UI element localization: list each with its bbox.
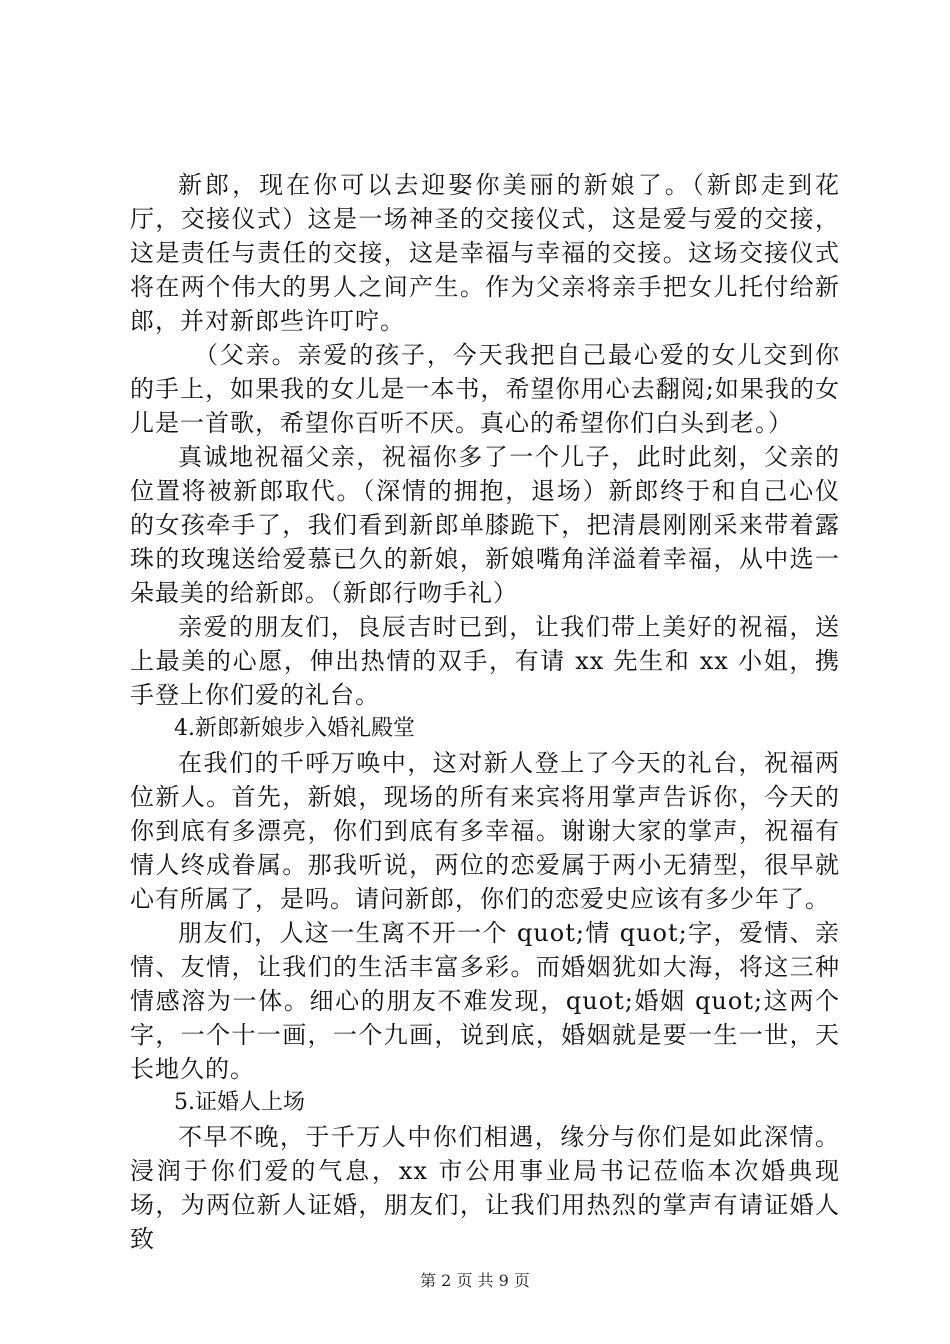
section-heading-4: 4.新郎新娘步入婚礼殿堂 xyxy=(174,716,415,741)
paragraph-auspicious-time: 亲爱的朋友们，良辰吉时已到，让我们带上美好的祝福，送上最美的心愿，伸出热情的双手，有请 xx 先生和 xx 小姐，携手登上你们爱的礼台。 xyxy=(130,613,840,709)
paragraph-bless-father: 真诚地祝福父亲，祝福你多了一个儿子，此时此刻，父亲的位置将被新郎取代。（深情的拥抱，退场）新郎终于和自己心仪的女孩牵手了，我们看到新郎单膝跪下，把清晨刚刚采来带着露珠的玫瑰送给爱慕已久的新娘，新娘嘴角洋溢着幸福，从中选一朵最美的给新郎。（新郎行吻手礼） xyxy=(130,443,840,607)
section-heading-5: 5.证婚人上场 xyxy=(174,1090,305,1115)
paragraph-witness-intro: 不早不晚，于千万人中你们相遇，缘分与你们是如此深情。浸润于你们爱的气息，xx 市公用事业局书记莅临本次婚典现场，为两位新人证婚，朋友们，让我们用热烈的掌声有请证婚人致 xyxy=(130,1123,840,1253)
paragraph-marriage-meaning: 朋友们，人这一生离不开一个 quot;情 quot;字，爱情、亲情、友情，让我们的生活丰富多彩。而婚姻犹如大海，将这三种情感溶为一体。细心的朋友不难发现，quot;婚姻 quot;这两个字，一个十一画，一个九画，说到底，婚姻就是要一生一世，天长地久的。 xyxy=(130,919,840,1083)
paragraph-groom-fetch-bride: 新郎，现在你可以去迎娶你美丽的新娘了。（新郎走到花厅，交接仪式）这是一场神圣的交接仪式，这是爱与爱的交接，这是责任与责任的交接，这是幸福与幸福的交接。这场交接仪式将在两个伟大的男人之间产生。作为父亲将亲手把女儿托付给新郎，并对新郎些许叮咛。 xyxy=(130,171,840,335)
document-body xyxy=(130,168,840,1256)
page-number-footer: 第 2 页 共 9 页 xyxy=(420,1271,530,1290)
paragraph-father-words: （父亲。亲爱的孩子，今天我把自己最心爱的女儿交到你的手上，如果我的女儿是一本书，希望你用心去翻阅;如果我的女儿是一首歌，希望你百听不厌。真心的希望你们白头到老。） xyxy=(130,341,840,437)
paragraph-couple-on-stage: 在我们的千呼万唤中，这对新人登上了今天的礼台，祝福两位新人。首先，新娘，现场的所有来宾将用掌声告诉你，今天的你到底有多漂亮，你们到底有多幸福。谢谢大家的掌声，祝福有情人终成眷属。那我听说，两位的恋爱属于两小无猜型，很早就心有所属了，是吗。请问新郎，你们的恋爱史应该有多少年了。 xyxy=(130,749,840,913)
